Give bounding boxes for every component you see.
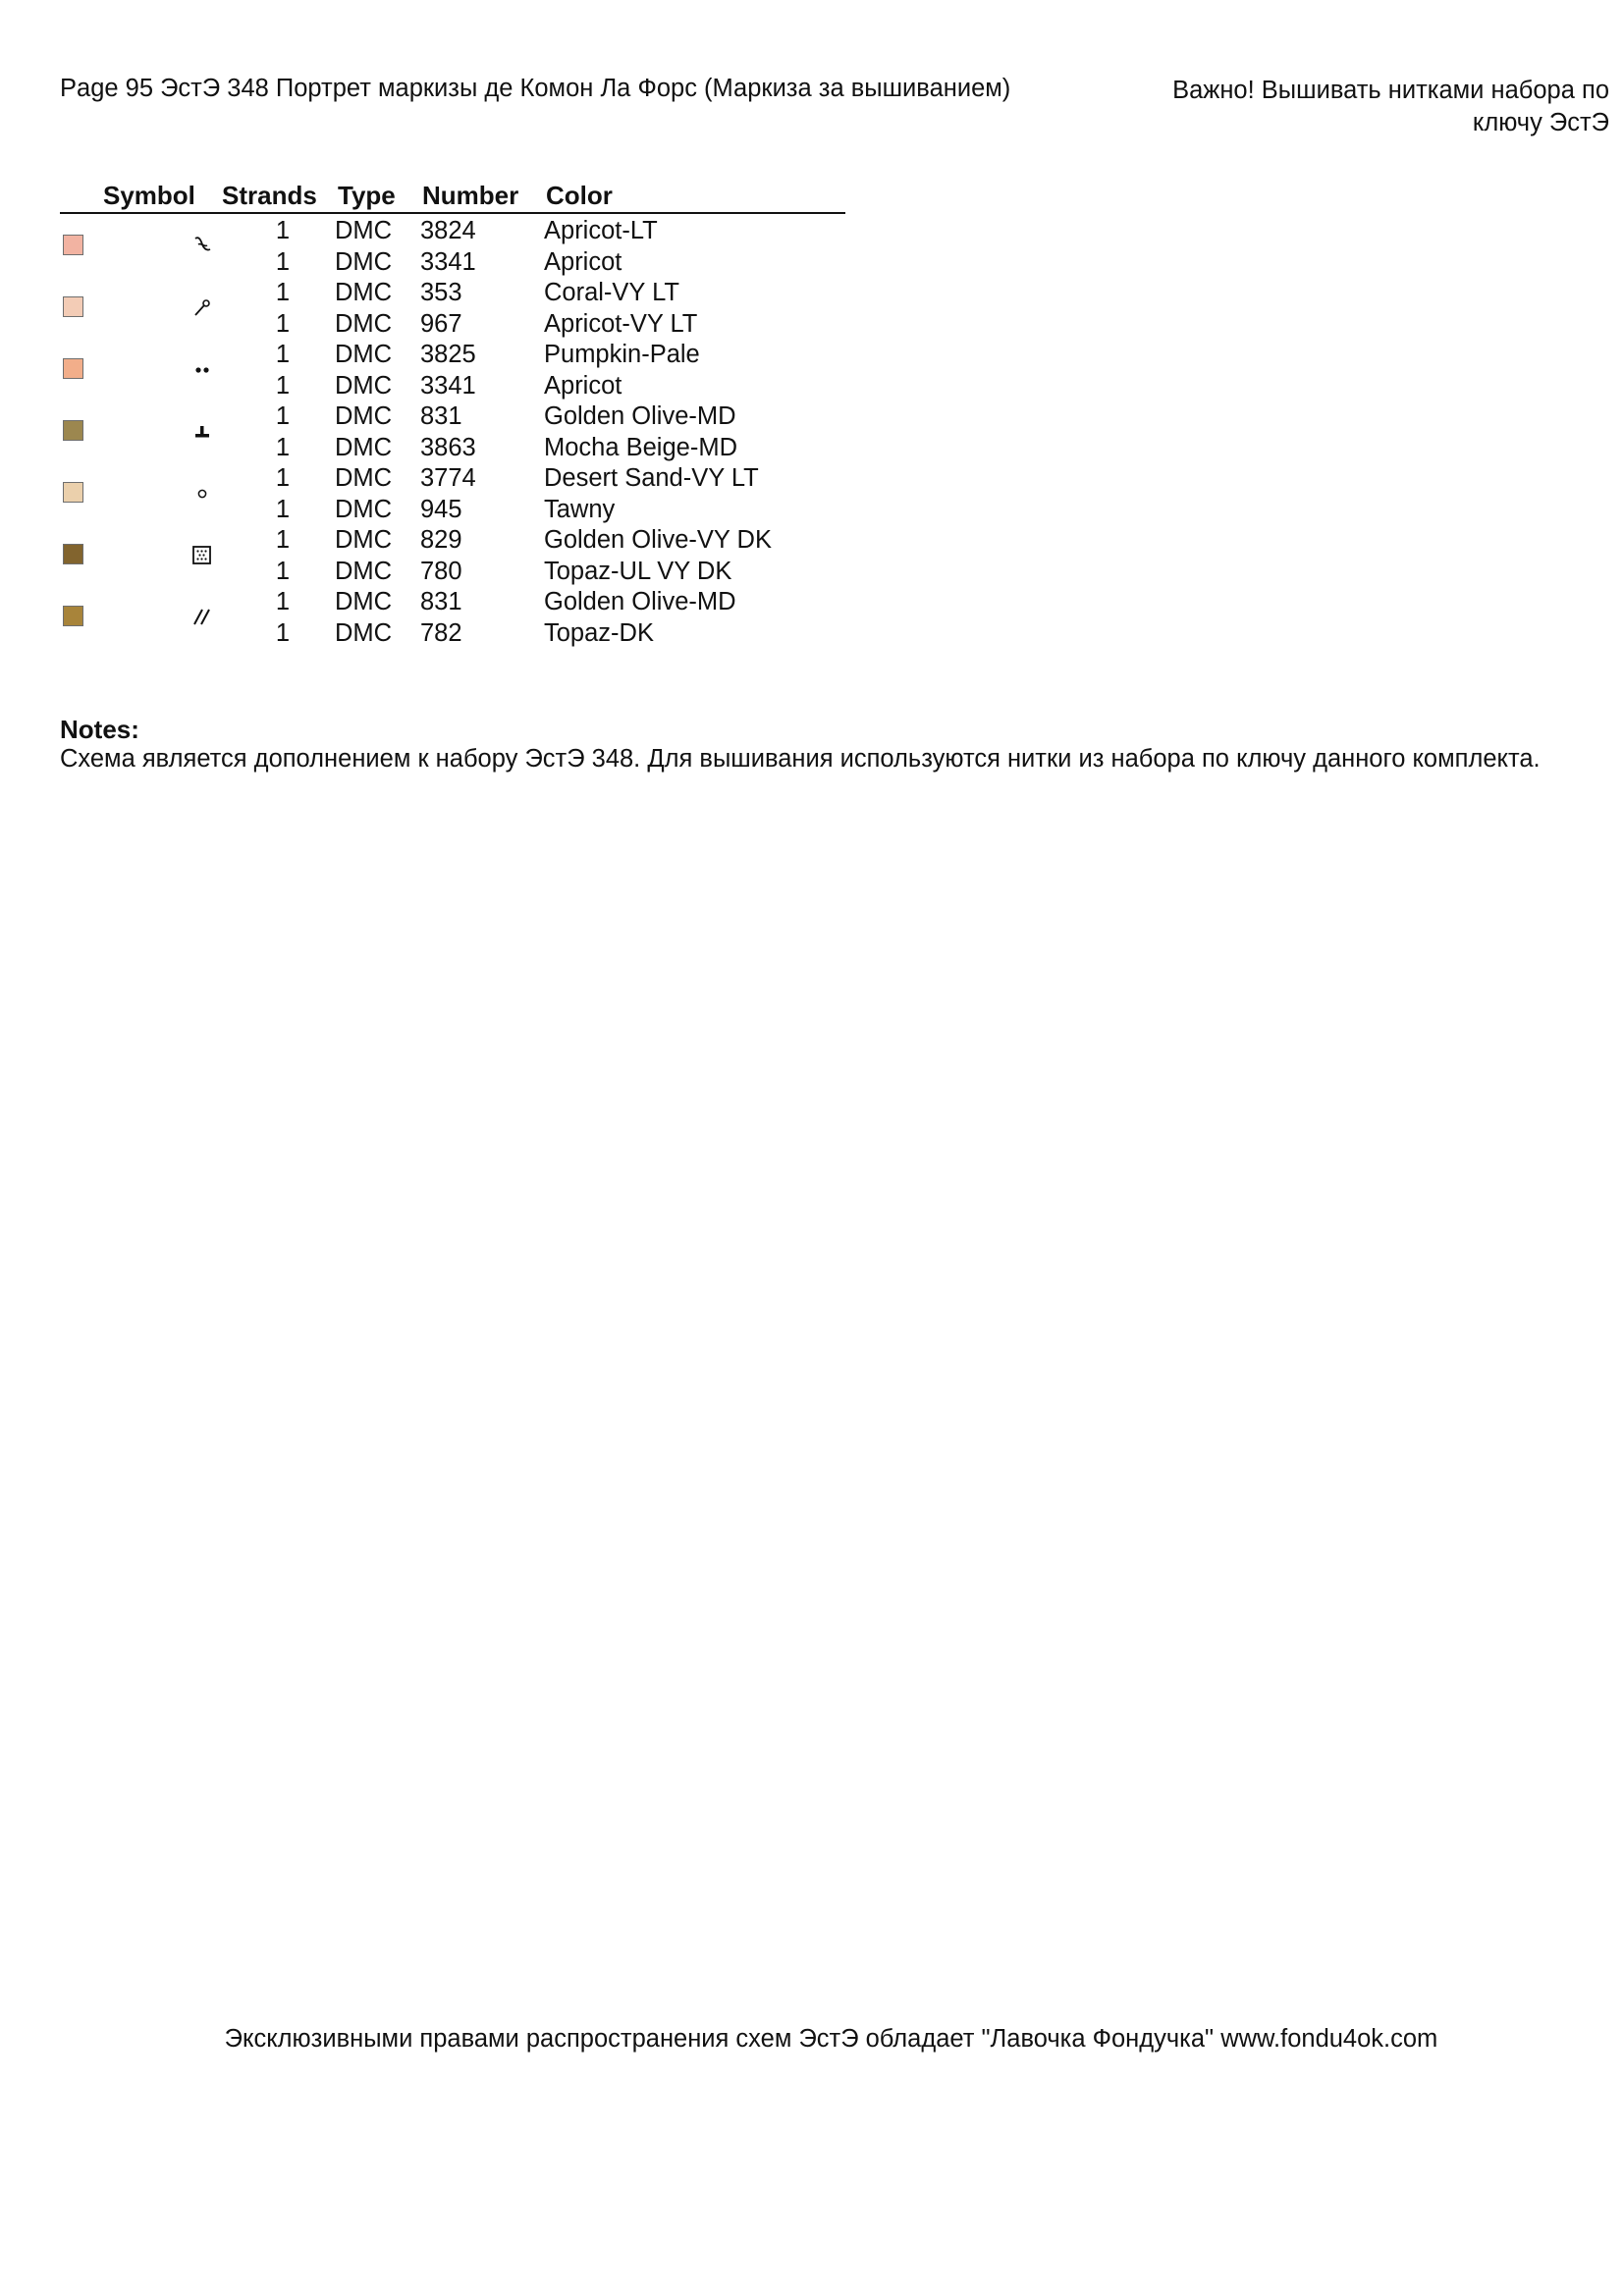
- strands-cell: 1: [275, 217, 291, 244]
- type-cell: DMC: [335, 402, 393, 430]
- color-name-cell: Apricot-VY LT: [544, 309, 698, 338]
- type-cell: DMC: [335, 557, 393, 585]
- number-cell: 782: [420, 618, 462, 647]
- legend-entry: [60, 525, 845, 587]
- number-cell: 3774: [420, 464, 476, 492]
- number-cell: 3824: [420, 217, 476, 244]
- strands-cell: 1: [275, 618, 291, 647]
- type-cell: DMC: [335, 464, 393, 492]
- col-header-type: Type: [338, 181, 396, 210]
- color-name-cell: Apricot-LT: [544, 217, 658, 244]
- type-cell: DMC: [335, 618, 393, 647]
- legend-header-row: [60, 179, 845, 214]
- number-cell: 3341: [420, 247, 476, 276]
- thread-row: [60, 340, 845, 371]
- page-footer: Эксклюзивными правами распространения схем ЭстЭ обладает "Лавочка Фондучка" www.fondu4ok.com: [224, 2025, 1438, 2053]
- type-cell: DMC: [335, 309, 393, 338]
- notes-body: Схема является дополнением к набору ЭстЭ 348. Для вышивания используются нитки из набора по ключу данного комплекта.: [60, 745, 1541, 773]
- strands-cell: 1: [275, 247, 291, 276]
- number-cell: 829: [420, 526, 462, 554]
- legend-entry: [60, 401, 845, 463]
- thread-row: [60, 247, 845, 279]
- thread-row: [60, 216, 845, 247]
- notes-title: Notes:: [60, 715, 139, 744]
- thread-row: [60, 557, 845, 588]
- type-cell: DMC: [335, 279, 393, 306]
- number-cell: 945: [420, 495, 462, 523]
- number-cell: 967: [420, 309, 462, 338]
- legend-entry: [60, 278, 845, 340]
- thread-row: [60, 587, 845, 618]
- strands-cell: 1: [275, 402, 291, 430]
- thread-row: [60, 495, 845, 526]
- color-name-cell: Golden Olive-VY DK: [544, 526, 772, 554]
- color-name-cell: Pumpkin-Pale: [544, 341, 700, 368]
- strands-cell: 1: [275, 588, 291, 615]
- thread-row: [60, 433, 845, 464]
- type-cell: DMC: [335, 217, 393, 244]
- col-header-color: Color: [546, 181, 613, 210]
- type-cell: DMC: [335, 588, 393, 615]
- col-header-symbol: Symbol: [103, 181, 195, 210]
- thread-row: [60, 401, 845, 433]
- type-cell: DMC: [335, 495, 393, 523]
- color-name-cell: Topaz-DK: [544, 618, 654, 647]
- legend-entry: [60, 216, 845, 278]
- strands-cell: 1: [275, 557, 291, 585]
- legend-entry: [60, 340, 845, 401]
- number-cell: 831: [420, 402, 462, 430]
- thread-legend-table: [60, 179, 845, 649]
- page-header-title: Page 95 ЭстЭ 348 Портрет маркизы де Комон Ла Форс (Маркиза за вышиванием): [60, 75, 1011, 102]
- strands-cell: 1: [275, 433, 291, 461]
- color-name-cell: Golden Olive-MD: [544, 402, 736, 430]
- thread-row: [60, 463, 845, 495]
- legend-body: [60, 214, 845, 649]
- strands-cell: 1: [275, 341, 291, 368]
- strands-cell: 1: [275, 309, 291, 338]
- color-name-cell: Desert Sand-VY LT: [544, 464, 759, 492]
- strands-cell: 1: [275, 371, 291, 400]
- color-name-cell: Apricot: [544, 371, 622, 400]
- strands-cell: 1: [275, 526, 291, 554]
- number-cell: 780: [420, 557, 462, 585]
- thread-row: [60, 309, 845, 341]
- thread-row: [60, 278, 845, 309]
- color-name-cell: Topaz-UL VY DK: [544, 557, 732, 585]
- col-header-number: Number: [422, 181, 519, 210]
- color-name-cell: Golden Olive-MD: [544, 588, 736, 615]
- number-cell: 3341: [420, 371, 476, 400]
- color-name-cell: Apricot: [544, 247, 622, 276]
- legend-entry: [60, 463, 845, 525]
- color-name-cell: Coral-VY LT: [544, 279, 679, 306]
- type-cell: DMC: [335, 371, 393, 400]
- strands-cell: 1: [275, 279, 291, 306]
- thread-row: [60, 371, 845, 402]
- type-cell: DMC: [335, 247, 393, 276]
- thread-row: [60, 618, 845, 650]
- number-cell: 3863: [420, 433, 476, 461]
- thread-row: [60, 525, 845, 557]
- page-header-note: Важно! Вышивать нитками набора по ключу ЭстЭ: [1172, 77, 1609, 136]
- type-cell: DMC: [335, 341, 393, 368]
- color-name-cell: Mocha Beige-MD: [544, 433, 737, 461]
- number-cell: 831: [420, 588, 462, 615]
- col-header-strands: Strands: [222, 181, 317, 210]
- color-name-cell: Tawny: [544, 495, 616, 523]
- type-cell: DMC: [335, 433, 393, 461]
- legend-entry: [60, 587, 845, 649]
- number-cell: 3825: [420, 341, 476, 368]
- strands-cell: 1: [275, 464, 291, 492]
- number-cell: 353: [420, 279, 462, 306]
- strands-cell: 1: [275, 495, 291, 523]
- type-cell: DMC: [335, 526, 393, 554]
